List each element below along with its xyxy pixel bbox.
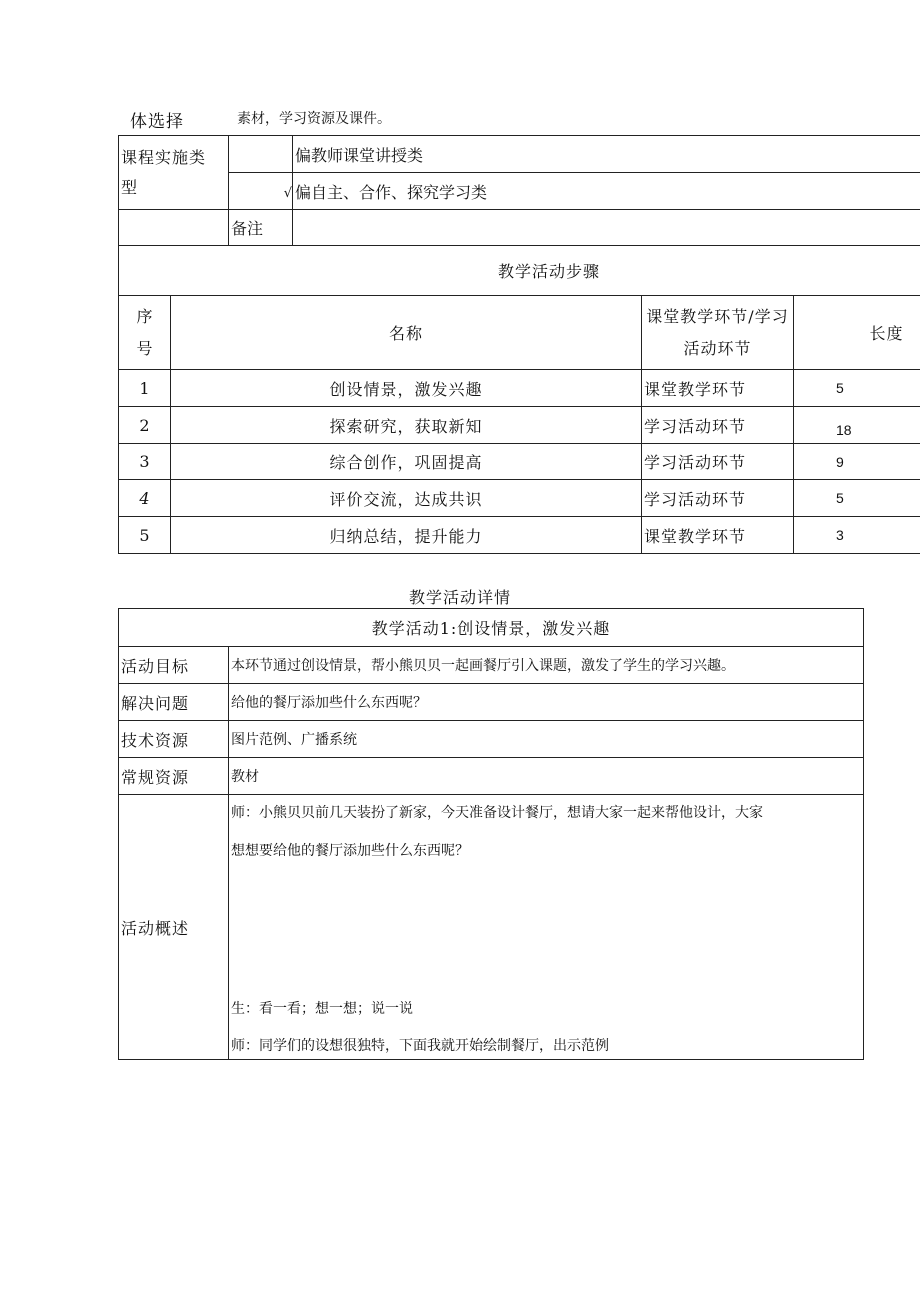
row-value: 教材 (229, 758, 864, 795)
header-value: 素材，学习资源及课件。 (237, 111, 391, 127)
row-label: 技术资源 (119, 721, 229, 758)
overview-line: 师：小熊贝贝前几天装扮了新家，今天准备设计餐厅，想请大家一起来帮他设计，大家 (231, 805, 763, 821)
remark-value (293, 210, 920, 246)
row-duration: 9 (794, 444, 920, 480)
row-name: 探索研究，获取新知 (171, 407, 642, 444)
course-option-teacher: 偏教师课堂讲授类 (293, 136, 920, 173)
row-phase: 学习活动环节 (642, 407, 794, 444)
course-type-label: 课程实施类型 (119, 136, 229, 210)
header-duration: 长度 (794, 296, 920, 370)
row-phase: 课堂教学环节 (642, 370, 794, 407)
overview-content (229, 795, 864, 1060)
overview-line: 师：同学们的设想很独特，下面我就开始绘制餐厅，出示范例 (231, 1038, 609, 1054)
row-label: 解决问题 (119, 684, 229, 721)
table-row (119, 517, 920, 554)
table-row (119, 647, 864, 684)
remark-label: 备注 (229, 210, 293, 246)
row-index: 2 (119, 407, 171, 444)
header-index: 序号 (119, 296, 171, 370)
header-name: 名称 (171, 296, 642, 370)
table-row (119, 721, 864, 758)
table-row (119, 684, 864, 721)
activity-details-table (118, 608, 864, 1060)
row-duration: 18 (794, 407, 920, 444)
row-label: 活动目标 (119, 647, 229, 684)
row-duration: 3 (794, 517, 920, 554)
steps-title: 教学活动步骤 (119, 246, 920, 296)
overview-line: 想想要给他的餐厅添加些什么东西呢？ (231, 843, 469, 859)
row-phase: 学习活动环节 (642, 480, 794, 517)
row-index: 5 (119, 517, 171, 554)
table-row (119, 758, 864, 795)
row-name: 综合创作，巩固提高 (171, 444, 642, 480)
row-value: 图片范例、广播系统 (229, 721, 864, 758)
row-name: 评价交流，达成共识 (171, 480, 642, 517)
row-index: 1 (119, 370, 171, 407)
row-label: 常规资源 (119, 758, 229, 795)
row-value: 给他的餐厅添加些什么东西呢？ (229, 684, 864, 721)
option-mark-cell (229, 173, 293, 210)
row-duration: 5 (794, 480, 920, 517)
activity-title: 教学活动1:创设情景，激发兴趣 (119, 609, 864, 647)
table-row (119, 370, 920, 407)
row-name: 创设情景，激发兴趣 (171, 370, 642, 407)
option-mark-cell (229, 136, 293, 173)
course-option-self-study: 偏自主、合作、探究学习类 (293, 173, 920, 210)
row-duration: 5 (794, 370, 920, 407)
course-steps-table (118, 135, 920, 554)
table-row (119, 444, 920, 480)
empty-cell (119, 210, 229, 246)
row-index: 3 (119, 444, 171, 480)
overview-label: 活动概述 (119, 795, 229, 1060)
row-name: 归纳总结，提升能力 (171, 517, 642, 554)
table-row (119, 480, 920, 517)
header-phase: 课堂教学环节/学习活动环节 (642, 296, 794, 370)
row-value: 本环节通过创设情景，帮小熊贝贝一起画餐厅引入课题，激发了学生的学习兴趣。 (229, 647, 864, 684)
row-index: 4 (119, 480, 171, 517)
row-phase: 课堂教学环节 (642, 517, 794, 554)
details-title: 教学活动详情 (408, 588, 511, 607)
table-row (119, 407, 920, 444)
row-phase: 学习活动环节 (642, 444, 794, 480)
check-mark-icon: √ (283, 185, 292, 201)
overview-line: 生：看一看；想一想；说一说 (231, 1001, 413, 1017)
header-label: 体选择 (130, 112, 184, 132)
